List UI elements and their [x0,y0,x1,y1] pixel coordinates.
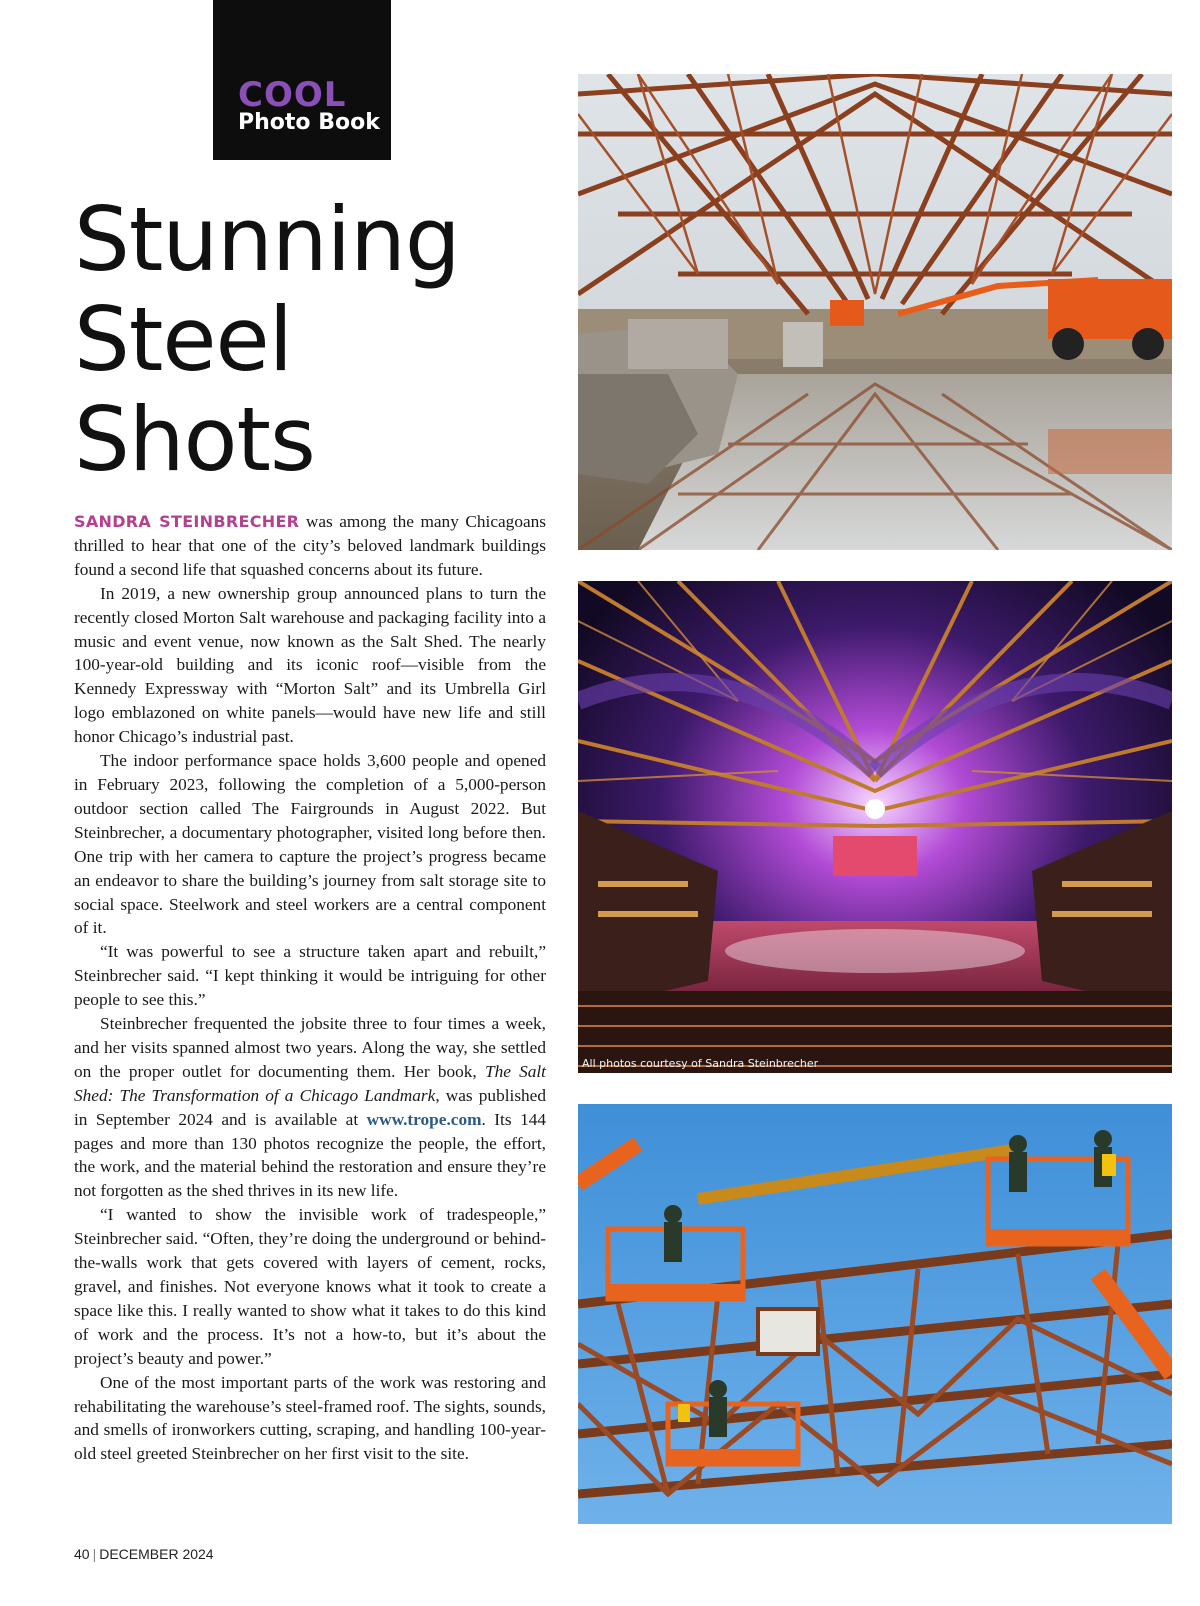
paragraph: The indoor performance space holds 3,600 people and opened in February 2023, following the completion of a 5,000-person outdoor section called The Fairgrounds in August 2022. But Steinbrecher, a documentary photographer, visited long before then. One trip with her camera to capture the project’s progress became an endeavor to share the building’s journey from salt storage site to social space. Steelwork and steel workers are a central component of it. [74,751,546,938]
page-number: 40 [74,1546,90,1562]
photo-ironworkers [578,1104,1172,1524]
issue-date: DECEMBER 2024 [99,1546,214,1562]
footer-divider: | [92,1546,97,1562]
article-body [74,510,546,1466]
paragraph: “It was powerful to see a structure taken apart and rebuilt,” Steinbrecher said. “I kept thinking it would be intriguing for other people to see this.” [74,942,546,1010]
page-footer [74,1546,214,1562]
paragraph: One of the most important parts of the work was restoring and rehabilitating the warehouse’s steel-framed roof. The sights, sounds, and smells of ironworkers cutting, scraping, and handling 100-year-old steel greeted Steinbrecher on her first visit to the site. [74,1372,546,1464]
paragraph-text: , was published in September 2024 and is available at [74,1085,546,1129]
headline-line: Shots [74,388,315,491]
headline-line: Steel [74,288,293,391]
website-link[interactable]: www.trope.com [366,1109,482,1129]
paragraph [74,1012,546,1203]
photo-credit: All photos courtesy of Sandra Steinbrecher [582,1057,819,1070]
headline [74,190,534,490]
headline-line: Stunning [74,188,460,291]
photo-concert-hall [578,581,1172,1073]
paragraph-text: . Its 144 pages and more than 130 photos recognize the people, the effort, the work, and the material behind the restoration and ensure they’re not forgotten as the shed thrives in its new life. [74,1109,546,1201]
author-byline: SANDRA STEINBRECHER [74,512,300,531]
section-label-photo-book: Photo Book [238,110,380,135]
section-label [213,0,391,160]
paragraph-text: Steinbrecher frequented the jobsite three to four times a week, and her visits spanned almost two years. Along the way, she settled on the proper outlet for documenting them. Her book, [74,1014,546,1081]
paragraph: In 2019, a new ownership group announced plans to turn the recently closed Morton Salt warehouse and packaging facility into a music and event venue, now known as the Salt Shed. The nearly 100-year-old building and its iconic roof—visible from the Kennedy Expressway with “Morton Salt” and its Umbrella Girl logo emblazoned on white panels—would have new life and still honor Chicago’s industrial past. [74,583,546,747]
book-title: The Salt Shed: The Transformation of a Chicago Landmark [74,1061,546,1105]
paragraph-text: was among the many Chicagoans thrilled to hear that one of the city’s beloved landmark buildings found a second life that squashed concerns about its future. [74,512,546,579]
section-label-cool: COOL [238,75,347,115]
paragraph [74,510,546,582]
photo-warehouse-trusses [578,74,1172,550]
paragraph: “I wanted to show the invisible work of tradespeople,” Steinbrecher said. “Often, they’re doing the underground or behind-the-walls work that gets covered with layers of cement, rocks, gravel, and finishes. Not everyone knows what it took to create a space like this. I really wanted to show what it takes to do this kind of work and the process. It’s not a how-to, but it’s about the project’s beauty and power.” [74,1205,546,1368]
